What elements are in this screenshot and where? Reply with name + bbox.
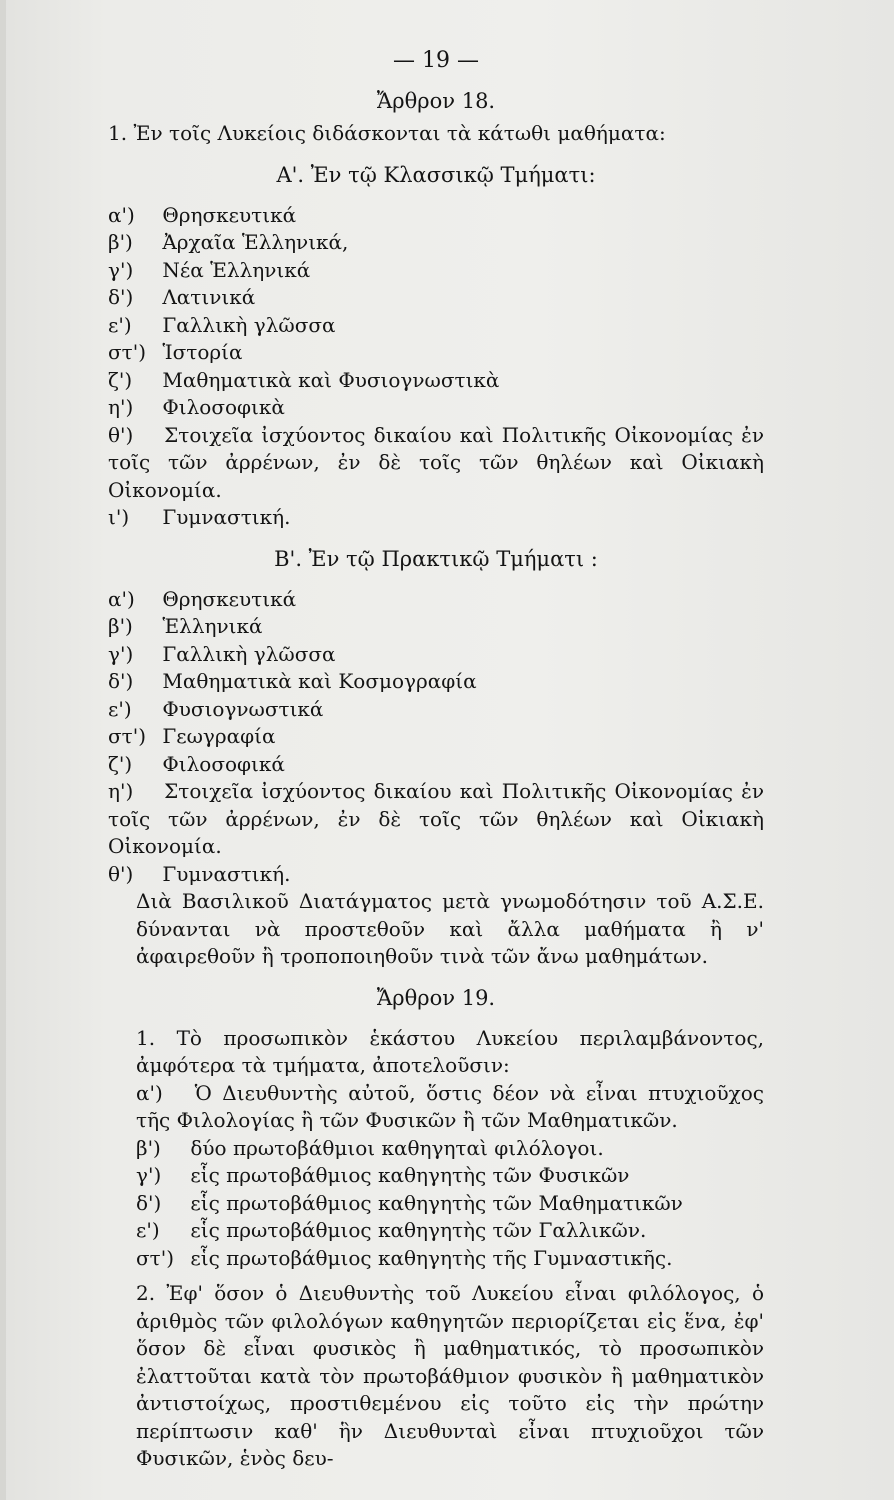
list-item: στ') Ἱστορία [108, 340, 243, 364]
list-item: ε') Γαλλικὴ γλῶσσα [108, 312, 336, 337]
list-item: θ') Γυμναστική. [108, 861, 291, 886]
list-item: δ') Μαθηματικὰ καὶ Κοσμογραφία [108, 669, 477, 693]
list-item: γ') Νέα Ἑλληνικά [108, 257, 311, 282]
list-item: ζ') Φιλοσοφικά [108, 751, 285, 776]
article-18-closing: Διὰ Βασιλικοῦ Διατάγματος μετὰ γνωμοδότησιν τοῦ Α.Σ.Ε. δύνανται νὰ προστεθοῦν καὶ ἄλλα μαθήματα ἢ ν' ἀφαιρεθοῦν ἢ τροποποιηθοῦν τινὰ τῶν ἄνω μαθημάτων. [136, 889, 764, 968]
list-item: στ') Γεωγραφία [108, 724, 276, 748]
article-19-paragraph-1: 1. Τὸ προσωπικὸν ἑκάστου Λυκείου περιλαμβάνοντος, ἀμφότερα τὰ τμήματα, ἀποτελοῦσιν: [136, 1025, 764, 1077]
section-b-list [108, 586, 764, 889]
page-edge-shadow [0, 0, 6, 1500]
list-item: α') Ὁ Διευθυντὴς αὐτοῦ, ὅστις δέον νὰ εἶναι πτυχιοῦχος τῆς Φιλολογίας ἢ τῶν Φυσικῶν ἢ τῶν Μαθηματικῶν. [136, 1080, 764, 1132]
list-item: β') Ἀρχαῖα Ἑλληνικά, [108, 230, 349, 254]
list-item: η') Φιλοσοφικὰ [108, 395, 285, 419]
list-item: ε') Φυσιογνωστικά [108, 696, 324, 721]
section-a-heading: Α'. Ἐν τῷ Κλασσικῷ Τμήματι: [276, 162, 596, 187]
article-18-title: Ἄρθρον 18. [376, 89, 496, 113]
list-item: γ') Γαλλικὴ γλῶσσα [108, 641, 336, 666]
list-item: ι') Γυμναστική. [108, 505, 291, 529]
section-b-heading: Β'. Ἐν τῷ Πρακτικῷ Τμήματι : [274, 546, 598, 571]
list-item: ζ') Μαθηματικὰ καὶ Φυσιογνωστικὰ [108, 367, 500, 392]
list-item: β') Ἑλληνικά [108, 614, 263, 638]
list-item: δ') εἷς πρωτοβάθμιος καθηγητὴς τῶν Μαθηματικῶν [136, 1190, 683, 1215]
list-item: α') Θρησκευτικά [108, 202, 297, 227]
list-item: ε') εἷς πρωτοβάθμιος καθηγητὴς τῶν Γαλλικῶν. [136, 1218, 647, 1242]
article-19-title: Ἄρθρον 19. [376, 985, 496, 1010]
list-item: γ') εἷς πρωτοβάθμιος καθηγητὴς τῶν Φυσικῶν [136, 1163, 630, 1187]
article-18-intro: 1. Ἐν τοῖς Λυκείοις διδάσκονται τὰ κάτωθι μαθήματα: [108, 121, 666, 145]
article-19-paragraph-2: 2. Ἐφ' ὅσον ὁ Διευθυντὴς τοῦ Λυκείου εἶναι φιλόλογος, ὁ ἀριθμὸς τῶν φιλολόγων καθηγητῶν περιορίζεται εἰς ἕνα, ἐφ' ὅσον δὲ εἶναι φυσικὸς ἢ μαθηματικός, τὸ προσωπικὸν ἐλαττοῦται κατὰ τὸν πρωτοβάθμιον φυσικὸν ἢ μαθηματικὸν ἀντιστοίχως, προστιθεμένου εἰς τοῦτο εἰς τὴν πρώτην περίπτωσιν καθ' ἣν Διευθυνταὶ εἶναι πτυχιοῦχοι τῶν Φυσικῶν, ἑνὸς δευ- [136, 1281, 764, 1470]
list-item: η') Στοιχεῖα ἰσχύοντος δικαίου καὶ Πολιτικῆς Οἰκονομίας ἐν τοῖς τῶν ἀρρένων, ἐν δὲ τοῖς τῶν θηλέων καὶ Οἰκιακὴ Οἰκονομία. [108, 779, 765, 858]
list-item: θ') Στοιχεῖα ἰσχύοντος δικαίου καὶ Πολιτικῆς Οἰκονομίας ἐν τοῖς τῶν ἀρρένων, ἐν δὲ τοῖς τῶν θηλέων καὶ Οἰκιακὴ Οἰκονομία. [108, 422, 765, 502]
list-item: δ') Λατινικά [108, 285, 256, 309]
list-item: α') Θρησκευτικά [108, 586, 297, 611]
page-number: — 19 — [393, 48, 479, 73]
section-a-list [108, 202, 764, 532]
list-item: β') δύο πρωτοβάθμιοι καθηγηταὶ φιλόλογοι. [136, 1135, 604, 1160]
article-19-list [108, 1080, 764, 1273]
list-item: στ') εἷς πρωτοβάθμιος καθηγητὴς τῆς Γυμναστικῆς. [136, 1245, 673, 1270]
